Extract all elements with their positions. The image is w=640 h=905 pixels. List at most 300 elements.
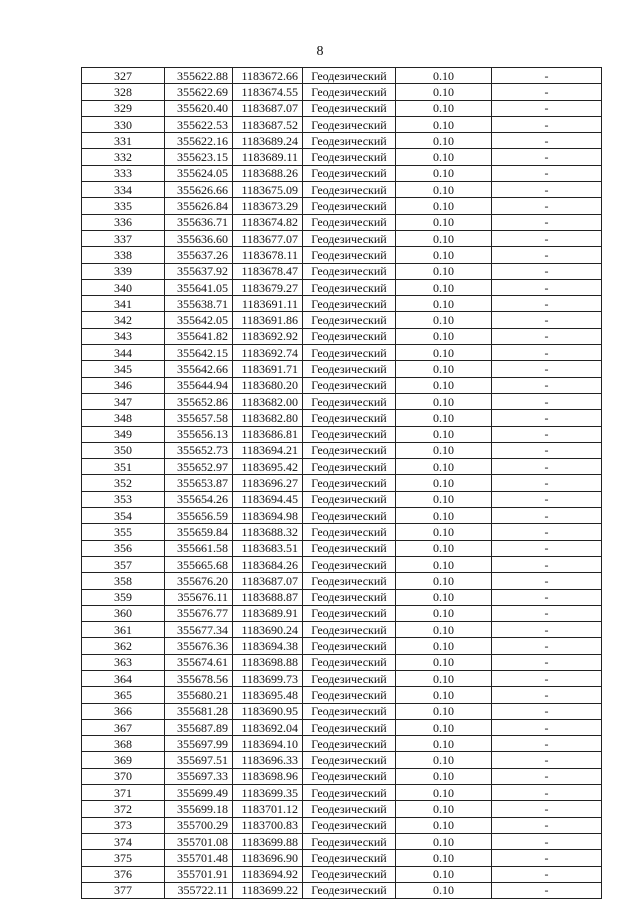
cell-y: 1183675.09 <box>233 182 303 198</box>
cell-note: - <box>492 116 602 132</box>
table-row <box>82 263 602 279</box>
cell-note: - <box>492 833 602 849</box>
cell-method: Геодезический <box>303 540 396 556</box>
cell-note: - <box>492 149 602 165</box>
cell-note: - <box>492 198 602 214</box>
cell-method: Геодезический <box>303 312 396 328</box>
cell-num: 364 <box>82 670 165 686</box>
cell-x: 355701.48 <box>165 850 233 866</box>
cell-accuracy: 0.10 <box>396 100 492 116</box>
cell-note: - <box>492 345 602 361</box>
cell-y: 1183677.07 <box>233 230 303 246</box>
cell-note: - <box>492 605 602 621</box>
cell-y: 1183698.96 <box>233 768 303 784</box>
table-row <box>82 850 602 866</box>
cell-x: 355622.53 <box>165 116 233 132</box>
cell-num: 327 <box>82 68 165 84</box>
cell-accuracy: 0.10 <box>396 540 492 556</box>
cell-x: 355652.86 <box>165 393 233 409</box>
cell-x: 355700.29 <box>165 817 233 833</box>
cell-num: 374 <box>82 833 165 849</box>
cell-num: 348 <box>82 410 165 426</box>
cell-num: 368 <box>82 736 165 752</box>
cell-x: 355626.66 <box>165 182 233 198</box>
cell-note: - <box>492 230 602 246</box>
cell-accuracy: 0.10 <box>396 230 492 246</box>
cell-y: 1183694.98 <box>233 508 303 524</box>
cell-y: 1183694.45 <box>233 491 303 507</box>
cell-num: 355 <box>82 524 165 540</box>
cell-accuracy: 0.10 <box>396 182 492 198</box>
cell-x: 355624.05 <box>165 165 233 181</box>
table-row <box>82 540 602 556</box>
table-row <box>82 312 602 328</box>
cell-y: 1183695.48 <box>233 687 303 703</box>
cell-x: 355678.56 <box>165 670 233 686</box>
cell-num: 328 <box>82 84 165 100</box>
table-row <box>82 84 602 100</box>
table-body <box>82 68 602 899</box>
cell-y: 1183691.71 <box>233 361 303 377</box>
cell-method: Геодезический <box>303 165 396 181</box>
table-row <box>82 393 602 409</box>
cell-method: Геодезический <box>303 328 396 344</box>
cell-method: Геодезический <box>303 393 396 409</box>
cell-note: - <box>492 296 602 312</box>
cell-method: Геодезический <box>303 508 396 524</box>
cell-method: Геодезический <box>303 214 396 230</box>
cell-note: - <box>492 703 602 719</box>
cell-x: 355701.08 <box>165 833 233 849</box>
cell-accuracy: 0.10 <box>396 149 492 165</box>
cell-method: Геодезический <box>303 182 396 198</box>
table-row <box>82 149 602 165</box>
cell-note: - <box>492 165 602 181</box>
cell-y: 1183692.74 <box>233 345 303 361</box>
cell-y: 1183687.07 <box>233 100 303 116</box>
cell-method: Геодезический <box>303 654 396 670</box>
cell-note: - <box>492 100 602 116</box>
table-row <box>82 328 602 344</box>
cell-x: 355699.18 <box>165 801 233 817</box>
cell-method: Геодезический <box>303 133 396 149</box>
cell-note: - <box>492 719 602 735</box>
table-row <box>82 279 602 295</box>
cell-y: 1183701.12 <box>233 801 303 817</box>
cell-method: Геодезический <box>303 345 396 361</box>
cell-y: 1183686.81 <box>233 426 303 442</box>
cell-num: 345 <box>82 361 165 377</box>
cell-x: 355656.59 <box>165 508 233 524</box>
table-row <box>82 230 602 246</box>
cell-x: 355681.28 <box>165 703 233 719</box>
cell-method: Геодезический <box>303 638 396 654</box>
cell-x: 355622.88 <box>165 68 233 84</box>
cell-x: 355676.77 <box>165 605 233 621</box>
cell-y: 1183696.90 <box>233 850 303 866</box>
table-row <box>82 214 602 230</box>
cell-y: 1183687.07 <box>233 573 303 589</box>
cell-method: Геодезический <box>303 149 396 165</box>
cell-y: 1183699.88 <box>233 833 303 849</box>
cell-y: 1183680.20 <box>233 377 303 393</box>
table-row <box>82 68 602 84</box>
cell-x: 355637.26 <box>165 247 233 263</box>
cell-accuracy: 0.10 <box>396 736 492 752</box>
cell-note: - <box>492 882 602 898</box>
cell-num: 359 <box>82 589 165 605</box>
table-row <box>82 345 602 361</box>
cell-x: 355674.61 <box>165 654 233 670</box>
table-row <box>82 247 602 263</box>
cell-y: 1183692.92 <box>233 328 303 344</box>
cell-method: Геодезический <box>303 589 396 605</box>
cell-note: - <box>492 426 602 442</box>
cell-method: Геодезический <box>303 459 396 475</box>
cell-note: - <box>492 442 602 458</box>
cell-num: 338 <box>82 247 165 263</box>
cell-num: 351 <box>82 459 165 475</box>
cell-x: 355620.40 <box>165 100 233 116</box>
cell-num: 334 <box>82 182 165 198</box>
cell-y: 1183700.83 <box>233 817 303 833</box>
cell-note: - <box>492 312 602 328</box>
cell-num: 373 <box>82 817 165 833</box>
cell-accuracy: 0.10 <box>396 719 492 735</box>
cell-note: - <box>492 654 602 670</box>
cell-method: Геодезический <box>303 296 396 312</box>
cell-accuracy: 0.10 <box>396 573 492 589</box>
cell-x: 355701.91 <box>165 866 233 882</box>
table-row <box>82 100 602 116</box>
cell-method: Геодезический <box>303 622 396 638</box>
cell-y: 1183688.32 <box>233 524 303 540</box>
cell-x: 355676.20 <box>165 573 233 589</box>
cell-y: 1183699.22 <box>233 882 303 898</box>
table-row <box>82 605 602 621</box>
cell-x: 355654.26 <box>165 491 233 507</box>
table-row <box>82 442 602 458</box>
cell-accuracy: 0.10 <box>396 801 492 817</box>
cell-accuracy: 0.10 <box>396 768 492 784</box>
cell-accuracy: 0.10 <box>396 68 492 84</box>
table-row <box>82 654 602 670</box>
cell-y: 1183696.33 <box>233 752 303 768</box>
table-row <box>82 703 602 719</box>
cell-num: 366 <box>82 703 165 719</box>
cell-accuracy: 0.10 <box>396 459 492 475</box>
table-row <box>82 491 602 507</box>
cell-y: 1183694.21 <box>233 442 303 458</box>
cell-accuracy: 0.10 <box>396 426 492 442</box>
cell-method: Геодезический <box>303 866 396 882</box>
table-row <box>82 833 602 849</box>
cell-y: 1183692.04 <box>233 719 303 735</box>
table-row <box>82 459 602 475</box>
cell-accuracy: 0.10 <box>396 605 492 621</box>
cell-accuracy: 0.10 <box>396 817 492 833</box>
cell-accuracy: 0.10 <box>396 622 492 638</box>
page-number: 8 <box>316 44 324 59</box>
cell-x: 355638.71 <box>165 296 233 312</box>
cell-y: 1183672.66 <box>233 68 303 84</box>
cell-method: Геодезический <box>303 491 396 507</box>
cell-num: 357 <box>82 556 165 572</box>
table-row <box>82 198 602 214</box>
cell-method: Геодезический <box>303 573 396 589</box>
cell-x: 355652.73 <box>165 442 233 458</box>
cell-method: Геодезический <box>303 736 396 752</box>
table-row <box>82 165 602 181</box>
cell-y: 1183688.87 <box>233 589 303 605</box>
cell-note: - <box>492 377 602 393</box>
cell-x: 355665.68 <box>165 556 233 572</box>
cell-accuracy: 0.10 <box>396 377 492 393</box>
cell-num: 365 <box>82 687 165 703</box>
cell-y: 1183673.29 <box>233 198 303 214</box>
cell-note: - <box>492 850 602 866</box>
cell-num: 333 <box>82 165 165 181</box>
cell-method: Геодезический <box>303 719 396 735</box>
cell-method: Геодезический <box>303 524 396 540</box>
cell-x: 355697.99 <box>165 736 233 752</box>
cell-y: 1183688.26 <box>233 165 303 181</box>
cell-method: Геодезический <box>303 752 396 768</box>
cell-method: Геодезический <box>303 785 396 801</box>
cell-y: 1183699.35 <box>233 785 303 801</box>
cell-note: - <box>492 540 602 556</box>
cell-y: 1183679.27 <box>233 279 303 295</box>
cell-x: 355722.11 <box>165 882 233 898</box>
cell-accuracy: 0.10 <box>396 491 492 507</box>
cell-x: 355641.05 <box>165 279 233 295</box>
cell-accuracy: 0.10 <box>396 508 492 524</box>
cell-x: 355680.21 <box>165 687 233 703</box>
cell-accuracy: 0.10 <box>396 84 492 100</box>
cell-x: 355652.97 <box>165 459 233 475</box>
cell-note: - <box>492 475 602 491</box>
cell-note: - <box>492 556 602 572</box>
cell-x: 355697.51 <box>165 752 233 768</box>
cell-x: 355626.84 <box>165 198 233 214</box>
cell-x: 355676.36 <box>165 638 233 654</box>
cell-y: 1183674.82 <box>233 214 303 230</box>
cell-num: 377 <box>82 882 165 898</box>
cell-note: - <box>492 410 602 426</box>
cell-y: 1183691.86 <box>233 312 303 328</box>
cell-num: 339 <box>82 263 165 279</box>
cell-x: 355697.33 <box>165 768 233 784</box>
cell-y: 1183674.55 <box>233 84 303 100</box>
table-row <box>82 736 602 752</box>
cell-note: - <box>492 133 602 149</box>
cell-accuracy: 0.10 <box>396 345 492 361</box>
cell-num: 375 <box>82 850 165 866</box>
cell-x: 355677.34 <box>165 622 233 638</box>
cell-accuracy: 0.10 <box>396 263 492 279</box>
cell-num: 350 <box>82 442 165 458</box>
table-row <box>82 426 602 442</box>
table-row <box>82 524 602 540</box>
cell-method: Геодезический <box>303 68 396 84</box>
cell-method: Геодезический <box>303 670 396 686</box>
cell-x: 355637.92 <box>165 263 233 279</box>
table-row <box>82 589 602 605</box>
cell-method: Геодезический <box>303 817 396 833</box>
cell-y: 1183690.95 <box>233 703 303 719</box>
cell-num: 370 <box>82 768 165 784</box>
cell-method: Геодезический <box>303 426 396 442</box>
cell-method: Геодезический <box>303 84 396 100</box>
cell-accuracy: 0.10 <box>396 556 492 572</box>
cell-note: - <box>492 68 602 84</box>
cell-x: 355659.84 <box>165 524 233 540</box>
cell-accuracy: 0.10 <box>396 785 492 801</box>
cell-accuracy: 0.10 <box>396 866 492 882</box>
table-row <box>82 556 602 572</box>
cell-num: 367 <box>82 719 165 735</box>
table-row <box>82 573 602 589</box>
cell-note: - <box>492 361 602 377</box>
cell-accuracy: 0.10 <box>396 703 492 719</box>
cell-x: 355636.71 <box>165 214 233 230</box>
cell-method: Геодезический <box>303 230 396 246</box>
cell-accuracy: 0.10 <box>396 393 492 409</box>
cell-method: Геодезический <box>303 556 396 572</box>
coordinates-table <box>81 67 602 899</box>
cell-accuracy: 0.10 <box>396 133 492 149</box>
cell-accuracy: 0.10 <box>396 654 492 670</box>
table-row <box>82 296 602 312</box>
cell-y: 1183698.88 <box>233 654 303 670</box>
table-row <box>82 361 602 377</box>
cell-method: Геодезический <box>303 100 396 116</box>
cell-method: Геодезический <box>303 475 396 491</box>
cell-note: - <box>492 214 602 230</box>
cell-num: 372 <box>82 801 165 817</box>
cell-num: 342 <box>82 312 165 328</box>
cell-num: 344 <box>82 345 165 361</box>
cell-num: 331 <box>82 133 165 149</box>
table-row <box>82 768 602 784</box>
cell-note: - <box>492 491 602 507</box>
cell-note: - <box>492 459 602 475</box>
table-row <box>82 182 602 198</box>
cell-method: Геодезический <box>303 279 396 295</box>
table-row <box>82 116 602 132</box>
cell-num: 363 <box>82 654 165 670</box>
cell-method: Геодезический <box>303 768 396 784</box>
cell-y: 1183694.38 <box>233 638 303 654</box>
cell-note: - <box>492 84 602 100</box>
cell-method: Геодезический <box>303 801 396 817</box>
cell-num: 360 <box>82 605 165 621</box>
cell-num: 369 <box>82 752 165 768</box>
cell-num: 371 <box>82 785 165 801</box>
cell-x: 355623.15 <box>165 149 233 165</box>
cell-accuracy: 0.10 <box>396 116 492 132</box>
cell-y: 1183696.27 <box>233 475 303 491</box>
cell-x: 355661.58 <box>165 540 233 556</box>
table-row <box>82 508 602 524</box>
cell-x: 355642.66 <box>165 361 233 377</box>
cell-note: - <box>492 638 602 654</box>
cell-x: 355676.11 <box>165 589 233 605</box>
cell-num: 356 <box>82 540 165 556</box>
cell-method: Геодезический <box>303 850 396 866</box>
cell-method: Геодезический <box>303 377 396 393</box>
cell-accuracy: 0.10 <box>396 361 492 377</box>
cell-y: 1183684.26 <box>233 556 303 572</box>
table-row <box>82 377 602 393</box>
cell-method: Геодезический <box>303 410 396 426</box>
cell-note: - <box>492 263 602 279</box>
cell-note: - <box>492 182 602 198</box>
cell-note: - <box>492 622 602 638</box>
table-row <box>82 410 602 426</box>
cell-x: 355642.05 <box>165 312 233 328</box>
cell-accuracy: 0.10 <box>396 882 492 898</box>
cell-method: Геодезический <box>303 703 396 719</box>
cell-x: 355657.58 <box>165 410 233 426</box>
cell-num: 337 <box>82 230 165 246</box>
cell-method: Геодезический <box>303 442 396 458</box>
cell-note: - <box>492 247 602 263</box>
cell-method: Геодезический <box>303 833 396 849</box>
cell-accuracy: 0.10 <box>396 328 492 344</box>
cell-y: 1183694.92 <box>233 866 303 882</box>
cell-note: - <box>492 866 602 882</box>
cell-note: - <box>492 768 602 784</box>
cell-method: Геодезический <box>303 361 396 377</box>
cell-num: 352 <box>82 475 165 491</box>
cell-accuracy: 0.10 <box>396 247 492 263</box>
cell-accuracy: 0.10 <box>396 589 492 605</box>
cell-note: - <box>492 801 602 817</box>
cell-num: 358 <box>82 573 165 589</box>
table-row <box>82 670 602 686</box>
cell-y: 1183689.91 <box>233 605 303 621</box>
cell-note: - <box>492 524 602 540</box>
cell-x: 355641.82 <box>165 328 233 344</box>
cell-num: 349 <box>82 426 165 442</box>
cell-x: 355687.89 <box>165 719 233 735</box>
cell-x: 355699.49 <box>165 785 233 801</box>
cell-method: Геодезический <box>303 882 396 898</box>
cell-note: - <box>492 508 602 524</box>
cell-accuracy: 0.10 <box>396 312 492 328</box>
cell-accuracy: 0.10 <box>396 296 492 312</box>
cell-x: 355642.15 <box>165 345 233 361</box>
cell-accuracy: 0.10 <box>396 687 492 703</box>
table-row <box>82 638 602 654</box>
cell-y: 1183687.52 <box>233 116 303 132</box>
cell-num: 329 <box>82 100 165 116</box>
table-row <box>82 866 602 882</box>
cell-x: 355636.60 <box>165 230 233 246</box>
cell-y: 1183682.00 <box>233 393 303 409</box>
cell-accuracy: 0.10 <box>396 524 492 540</box>
cell-accuracy: 0.10 <box>396 475 492 491</box>
cell-note: - <box>492 573 602 589</box>
table-row <box>82 687 602 703</box>
cell-note: - <box>492 817 602 833</box>
cell-note: - <box>492 736 602 752</box>
cell-accuracy: 0.10 <box>396 198 492 214</box>
cell-method: Геодезический <box>303 116 396 132</box>
cell-x: 355656.13 <box>165 426 233 442</box>
cell-y: 1183690.24 <box>233 622 303 638</box>
